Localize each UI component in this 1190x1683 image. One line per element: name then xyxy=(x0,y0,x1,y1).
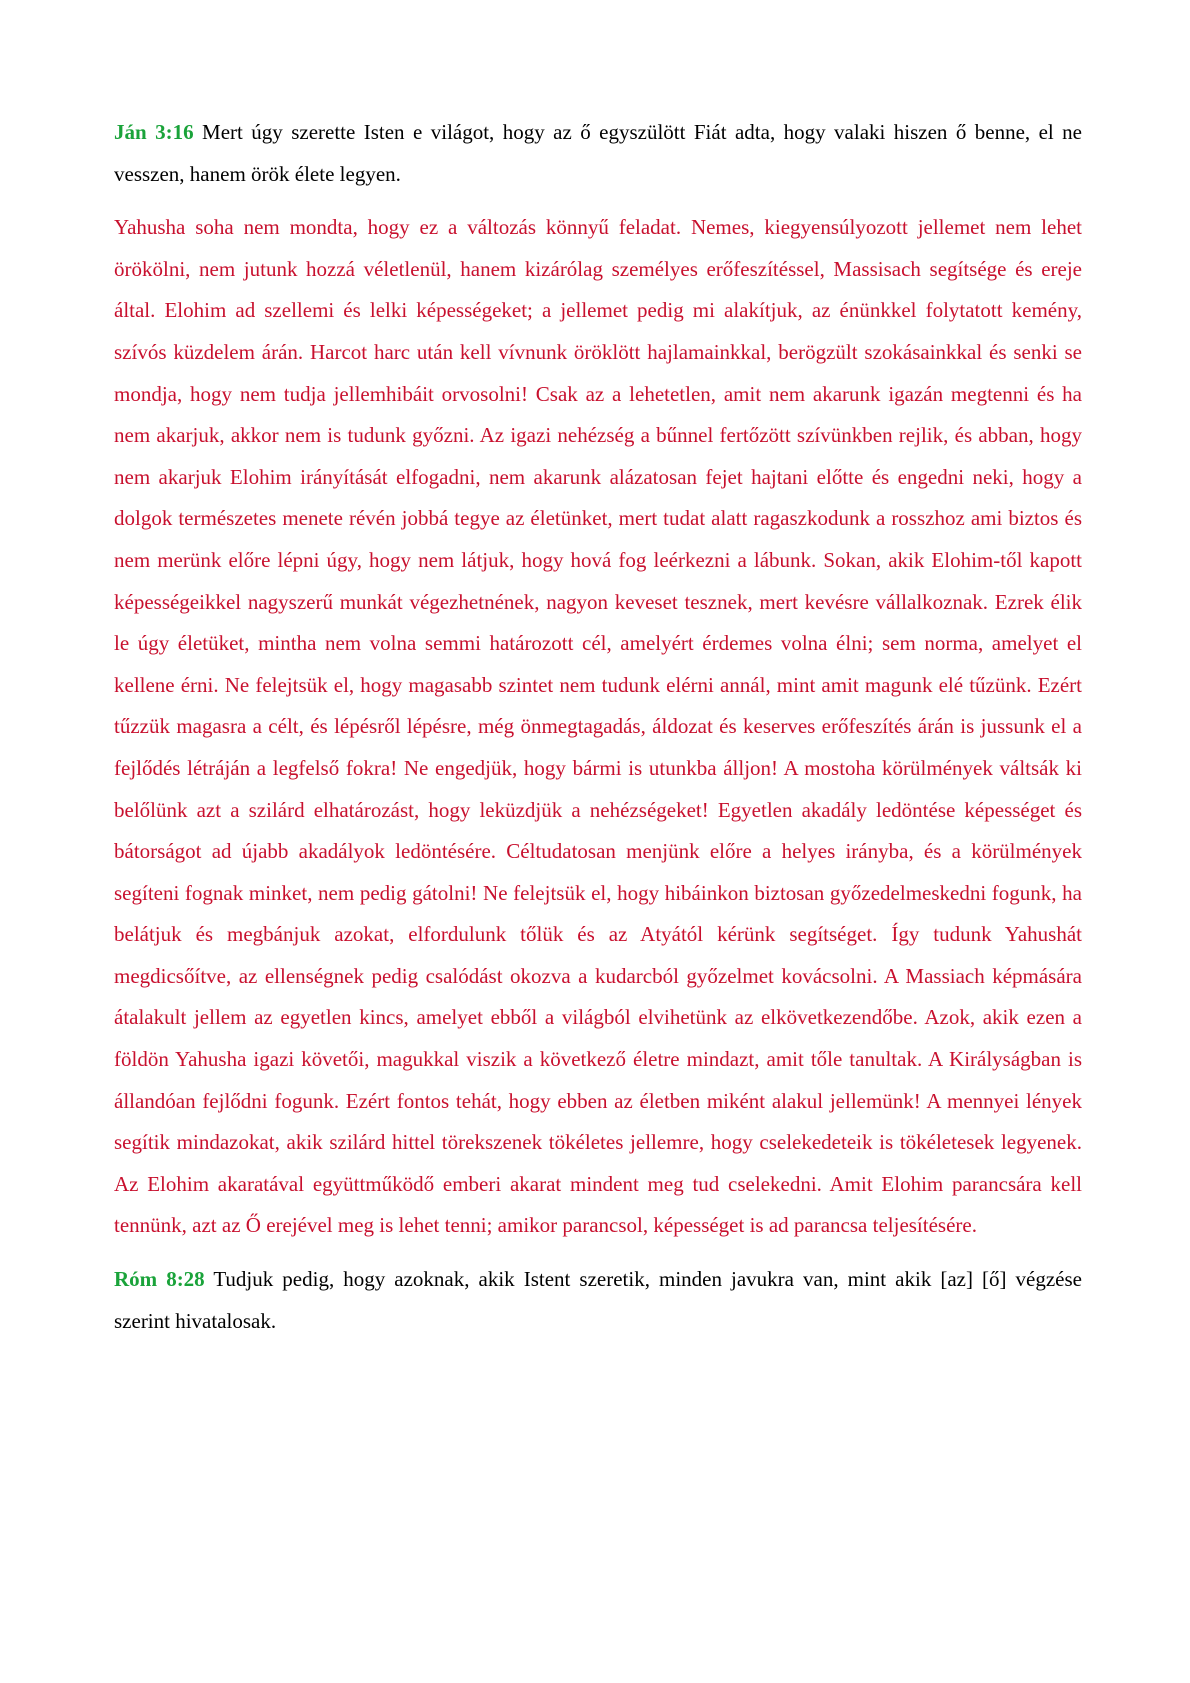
document-page xyxy=(114,112,1082,1354)
verse-text: Tudjuk pedig, hogy azoknak, akik Istent szeretik, minden javukra van, mint akik [az] [ő] végzése szerint hivatalosak. xyxy=(114,1267,1082,1333)
verse-reference: Ján 3:16 xyxy=(114,120,194,144)
verse-text: Mert úgy szerette Isten e világot, hogy az ő egyszülött Fiát adta, hogy valaki hiszen ő benne, el ne vesszen, hanem örök élete legyen. xyxy=(114,120,1082,186)
commentary-paragraph: Yahusha soha nem mondta, hogy ez a változás könnyű feladat. Nemes, kiegyensúlyozott jellemet nem lehet örökölni, nem jutunk hozzá véletlenül, hanem kizárólag személyes erőfeszítéssel, Massisach segítsége és ereje által. Elohim ad szellemi és lelki képességeket; a jellemet pedig mi alakítjuk, az énünkkel folytatott kemény, szívós küzdelem árán. Harcot harc után kell vívnunk öröklött hajlamainkkal, berögzült szokásainkkal és senki se mondja, hogy nem tudja jellemhibáit orvosolni! Csak az a lehetetlen, amit nem akarunk igazán megtenni és ha nem akarjuk, akkor nem is tudunk győzni. Az igazi nehézség a bűnnel fertőzött szívünkben rejlik, és abban, hogy nem akarjuk Elohim irányítását elfogadni, nem akarunk alázatosan fejet hajtani előtte és engedni neki, hogy a dolgok természetes menete révén jobbá tegye az életünket, mert tudat alatt ragaszkodunk a rosszhoz ami biztos és nem merünk előre lépni úgy, hogy nem látjuk, hogy hová fog leérkezni a lábunk. Sokan, akik Elohim-től kapott képességeikkel nagyszerű munkát végezhetnének, nagyon keveset tesznek, mert kevésre vállalkoznak. Ezrek élik le úgy életüket, mintha nem volna semmi határozott cél, amelyért érdemes volna élni; sem norma, amelyet el kellene érni. Ne felejtsük el, hogy magasabb szintet nem tudunk elérni annál, mint amit magunk elé tűzünk. Ezért tűzzük magasra a célt, és lépésről lépésre, még önmegtagadás, áldozat és keserves erőfeszítés árán is jussunk el a fejlődés létráján a legfelső fokra! Ne engedjük, hogy bármi is utunkba álljon! A mostoha körülmények váltsák ki belőlünk azt a szilárd elhatározást, hogy leküzdjük a nehézségeket! Egyetlen akadály ledöntése képességet és bátorságot ad újabb akadályok ledöntésére. Céltudatosan menjünk előre a helyes irányba, és a körülmények segíteni fognak minket, nem pedig gátolni! Ne felejtsük el, hogy hibáinkon biztosan győzedelmeskedni fogunk, ha belátjuk és megbánjuk azokat, elfordulunk tőlük és az Atyától kérünk segítséget. Így tudunk Yahushát megdicsőítve, az ellenségnek pedig csalódást okozva a kudarcból győzelmet kovácsolni. A Massiach képmására átalakult jellem az egyetlen kincs, amelyet ebből a világból elvihetünk az elkövetkezendőbe. Azok, akik ezen a földön Yahusha igazi követői, magukkal viszik a következő életre mindazt, amit tőle tanultak. A Királyságban is állandóan fejlődni fogunk. Ezért fontos tehát, hogy ebben az életben miként alakul jellemünk! A mennyei lények segítik mindazokat, akik szilárd hittel törekszenek tökéletes jellemre, hogy cselekedeteik is tökéletesek legyenek. Az Elohim akaratával együttműködő emberi akarat mindent meg tud cselekedni. Amit Elohim parancsára kell tennünk, azt az Ő erejével meg is lehet tenni; amikor parancsol, képességet is ad parancsa teljesítésére. xyxy=(114,215,1082,1238)
verse-paragraph-john-3-16 xyxy=(114,112,1082,195)
verse-paragraph-romans-8-28 xyxy=(114,1259,1082,1342)
verse-reference: Róm 8:28 xyxy=(114,1267,205,1292)
